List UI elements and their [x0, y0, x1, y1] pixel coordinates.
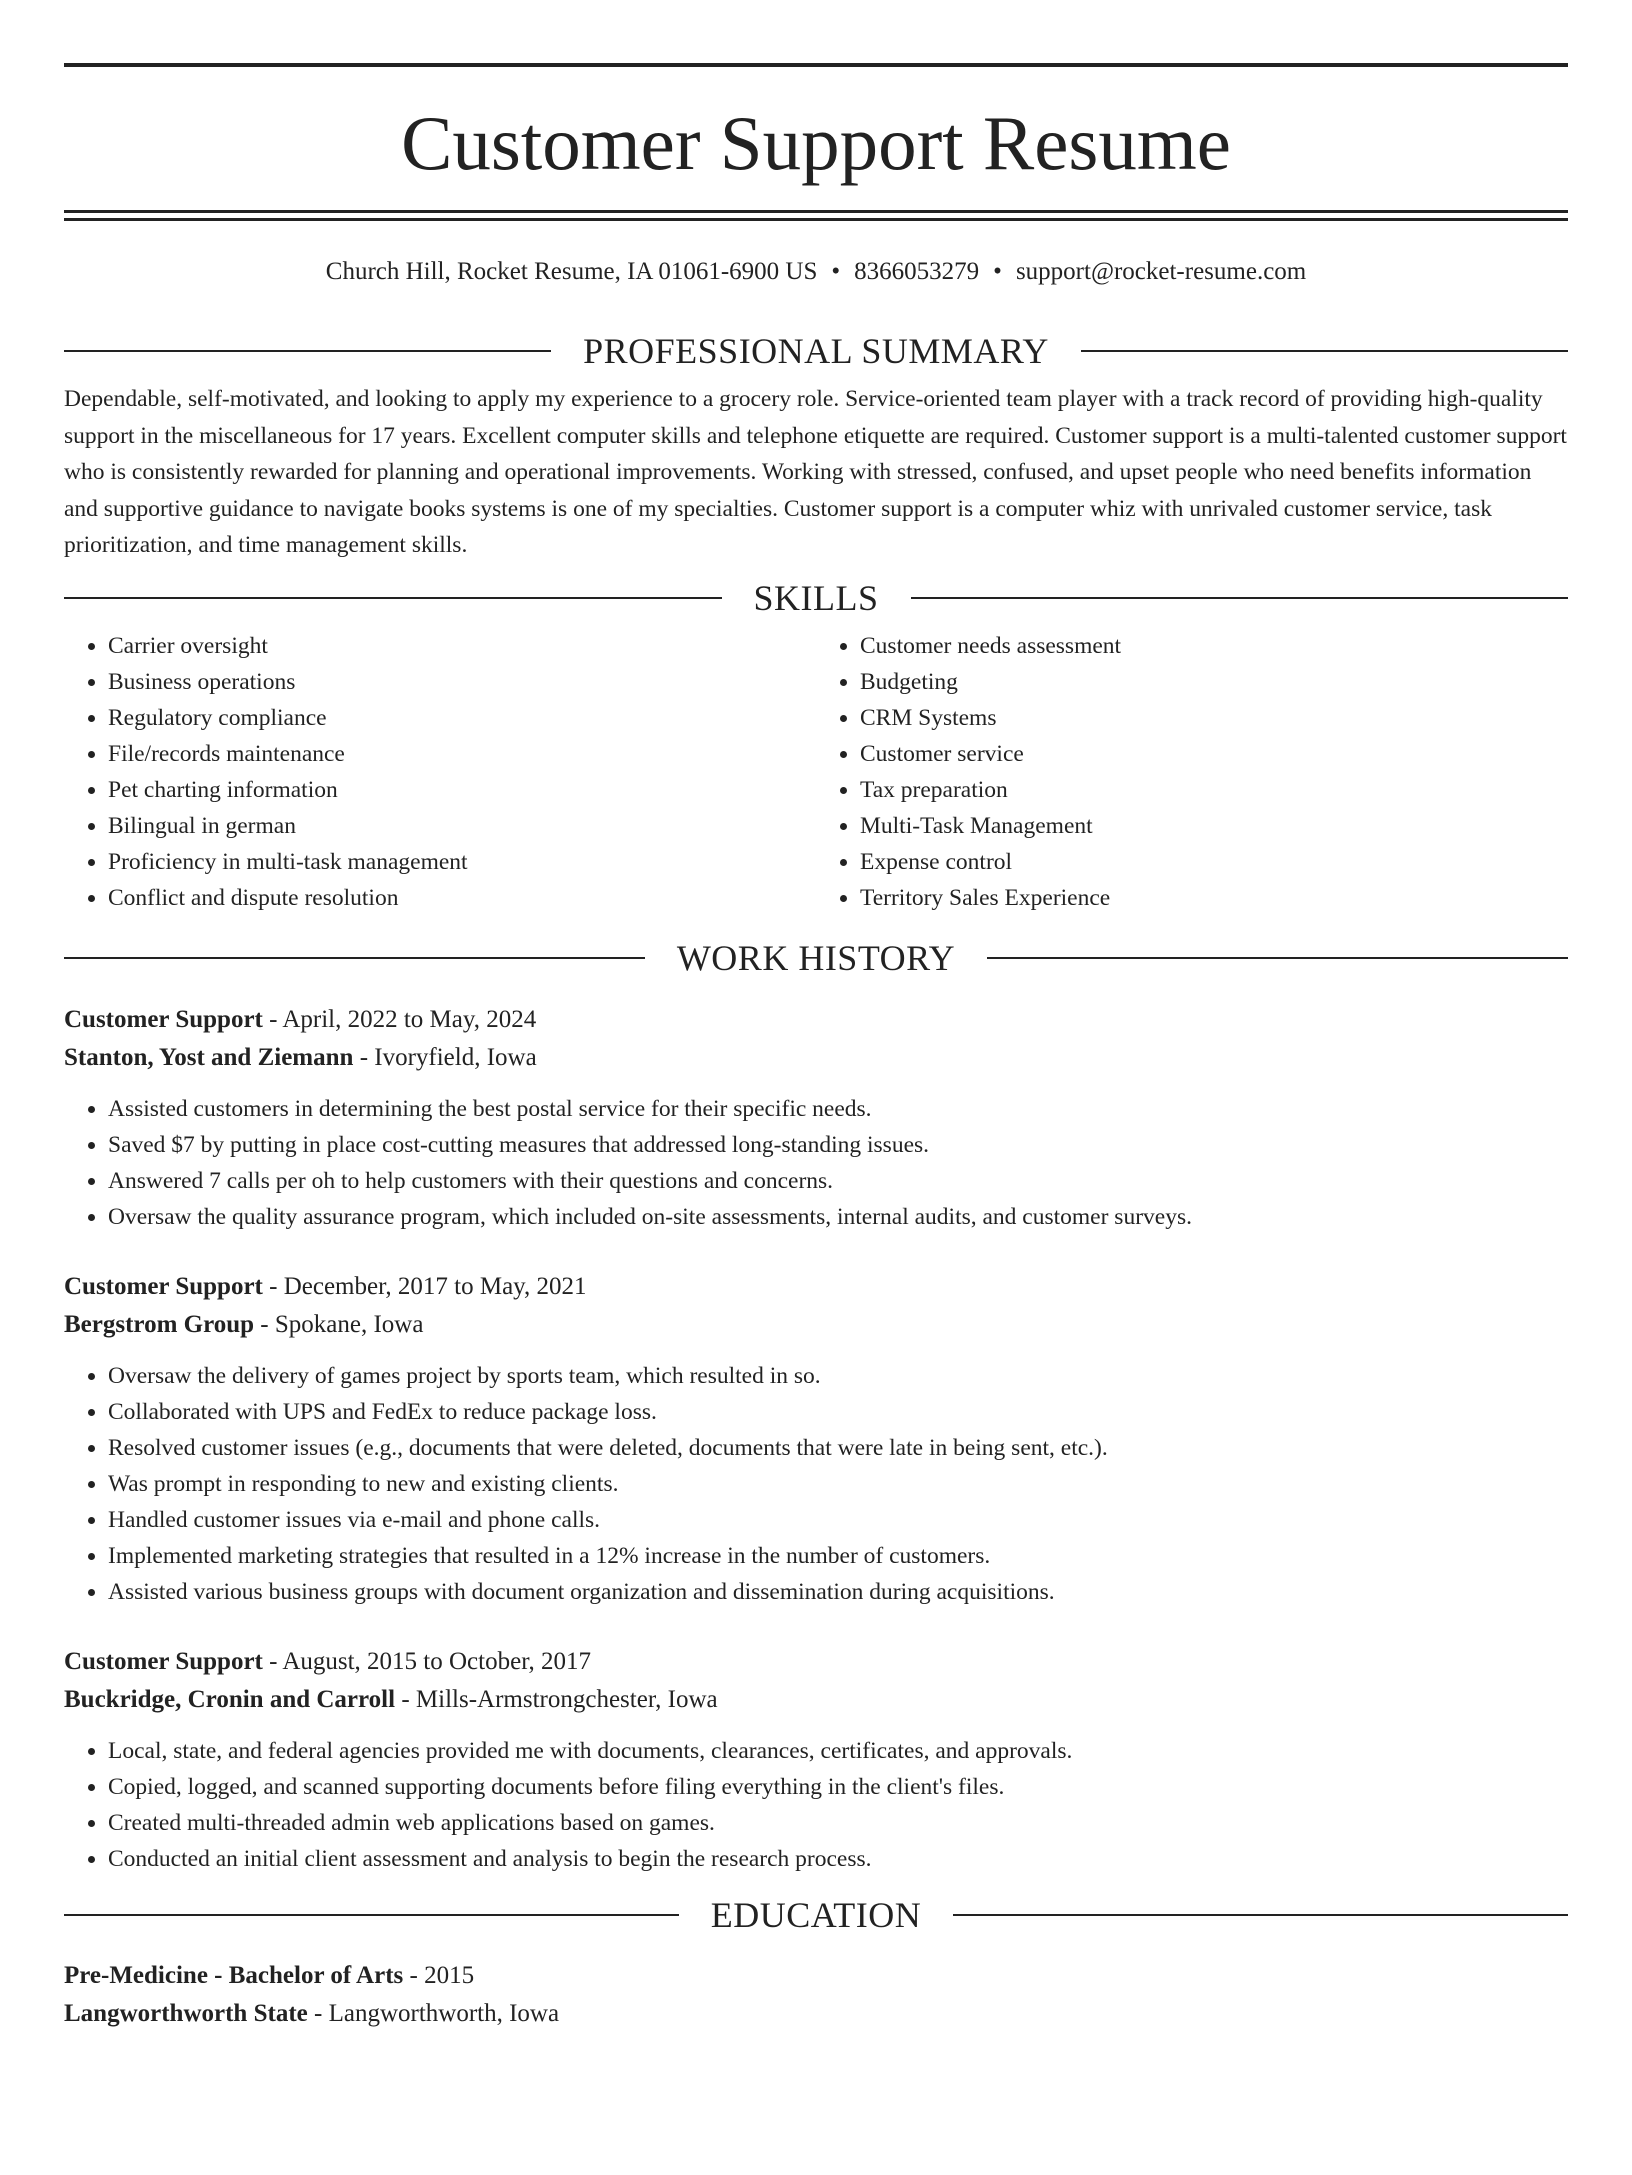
job-dates: - December, 2017 to May, 2021 [262, 1272, 587, 1300]
job-bullet: • Assisted various business groups with document organization and dissemination during acquisitions. [108, 1574, 1568, 1610]
skills-column-left [64, 628, 816, 916]
work-section-header [64, 938, 1568, 978]
education-heading: EDUCATION [710, 1894, 922, 1935]
work-heading: WORK HISTORY [676, 937, 956, 978]
job-bullets [64, 1733, 1568, 1877]
job-entry [64, 1001, 1568, 1235]
job-entry [64, 1268, 1568, 1610]
job-company-line [64, 1039, 1568, 1077]
job-bullets [64, 1358, 1568, 1610]
skill-item: • Customer needs assessment [860, 628, 1568, 664]
education-school-line [64, 1995, 1568, 2033]
page-title: Customer Support Resume [401, 100, 1231, 186]
job-bullet: • Oversaw the quality assurance program, which included on-site assessments, internal audits, and customer surveys. [108, 1199, 1568, 1235]
education-degree: Pre-Medicine - Bachelor of Arts [64, 1961, 404, 1989]
skill-item: • Bilingual in german [108, 808, 816, 844]
section-rule [64, 350, 551, 352]
job-dates: - August, 2015 to October, 2017 [262, 1647, 592, 1675]
skill-item: • Conflict and dispute resolution [108, 880, 816, 916]
job-entry [64, 1643, 1568, 1877]
summary-heading: PROFESSIONAL SUMMARY [583, 331, 1049, 371]
job-bullet: • Answered 7 calls per oh to help customers with their questions and concerns. [108, 1163, 1568, 1199]
job-company: Bergstrom Group [64, 1310, 255, 1338]
job-dates: - April, 2022 to May, 2024 [262, 1005, 537, 1033]
education-section-header [64, 1895, 1568, 1935]
job-bullet: • Oversaw the delivery of games project by sports team, which resulted in so. [108, 1358, 1568, 1394]
job-location: - Spokane, Iowa [254, 1310, 424, 1338]
skill-item: • Tax preparation [860, 772, 1568, 808]
skill-item: • Carrier oversight [108, 628, 816, 664]
contact-separator: • [993, 258, 1002, 285]
job-bullet: • Conducted an initial client assessment and analysis to begin the research process. [108, 1841, 1568, 1877]
resume-page [0, 63, 1632, 2175]
section-rule [1081, 350, 1568, 352]
title-double-rule [64, 210, 1568, 221]
education-entry [64, 1957, 1568, 2033]
job-company: Buckridge, Cronin and Carroll [64, 1685, 396, 1713]
education-degree-line [64, 1957, 1568, 1995]
summary-section-header [64, 331, 1568, 371]
skill-item: • File/records maintenance [108, 736, 816, 772]
job-company-line [64, 1681, 1568, 1719]
skill-item: • Multi-Task Management [860, 808, 1568, 844]
skill-item: • Expense control [860, 844, 1568, 880]
education-location: - Langworthworth, Iowa [307, 1999, 560, 2027]
summary-text: Dependable, self-motivated, and looking to apply my experience to a grocery role. Service-oriented team player with a track record of providing high-quality support in the miscellaneous for 17 years. Excellent computer skills and telephone etiquette are required. Customer support is a multi-talented customer support who is consistently rewarded for planning and operational improvements. Working with stressed, confused, and upset people who need benefits information and supportive guidance to navigate books systems is one of my specialties. Customer support is a computer whiz with unrivaled customer service, task prioritization, and time management skills. [64, 386, 1567, 558]
job-title-line [64, 1643, 1568, 1681]
contact-separator: • [831, 258, 841, 285]
skill-item: • Budgeting [860, 664, 1568, 700]
skills-section-header [64, 578, 1568, 618]
job-bullets [64, 1091, 1568, 1235]
job-title-line [64, 1268, 1568, 1306]
job-bullet: • Collaborated with UPS and FedEx to reduce package loss. [108, 1394, 1568, 1430]
contact-address: Church Hill, Rocket Resume, IA 01061-6900 US [325, 258, 818, 285]
job-title-line [64, 1001, 1568, 1039]
job-location: - Mills-Armstrongchester, Iowa [395, 1685, 718, 1713]
section-rule [987, 957, 1568, 959]
job-bullet: • Resolved customer issues (e.g., documents that were deleted, documents that were late in being sent, etc.). [108, 1430, 1568, 1466]
skill-item: • Proficiency in multi-task management [108, 844, 816, 880]
education-school: Langworthworth State [64, 1999, 308, 2027]
job-title: Customer Support [64, 1647, 263, 1675]
section-rule [64, 597, 722, 599]
job-bullet: • Implemented marketing strategies that resulted in a 12% increase in the number of customers. [108, 1538, 1568, 1574]
skill-item: • Business operations [108, 664, 816, 700]
skills-list [64, 628, 1568, 916]
job-bullet: • Assisted customers in determining the best postal service for their specific needs. [108, 1091, 1568, 1127]
job-company-line [64, 1306, 1568, 1344]
job-company: Stanton, Yost and Ziemann [64, 1043, 354, 1071]
skill-item: • Regulatory compliance [108, 700, 816, 736]
job-bullet: • Saved $7 by putting in place cost-cutting measures that addressed long-standing issues. [108, 1127, 1568, 1163]
contact-email: support@rocket-resume.com [1015, 258, 1307, 285]
section-rule [953, 1914, 1568, 1916]
skill-item: • CRM Systems [860, 700, 1568, 736]
job-location: - Ivoryfield, Iowa [353, 1043, 537, 1071]
job-bullet: • Handled customer issues via e-mail and phone calls. [108, 1502, 1568, 1538]
skill-item: • Territory Sales Experience [860, 880, 1568, 916]
education-year: - 2015 [403, 1961, 475, 1989]
skill-item: • Pet charting information [108, 772, 816, 808]
section-rule [911, 597, 1569, 599]
contact-line [64, 257, 1568, 287]
skill-item: • Customer service [860, 736, 1568, 772]
section-rule [64, 957, 645, 959]
job-bullet: • Copied, logged, and scanned supporting documents before filing everything in the client's files. [108, 1769, 1568, 1805]
job-title: Customer Support [64, 1005, 263, 1033]
section-rule [64, 1914, 679, 1916]
skills-heading: SKILLS [753, 577, 879, 618]
job-title: Customer Support [64, 1272, 263, 1300]
contact-phone: 8366053279 [854, 258, 980, 285]
top-rule [64, 63, 1568, 67]
skills-column-right [816, 628, 1568, 916]
job-bullet: • Created multi-threaded admin web applications based on games. [108, 1805, 1568, 1841]
job-bullet: • Was prompt in responding to new and existing clients. [108, 1466, 1568, 1502]
job-bullet: • Local, state, and federal agencies provided me with documents, clearances, certificates, and approvals. [108, 1733, 1568, 1769]
